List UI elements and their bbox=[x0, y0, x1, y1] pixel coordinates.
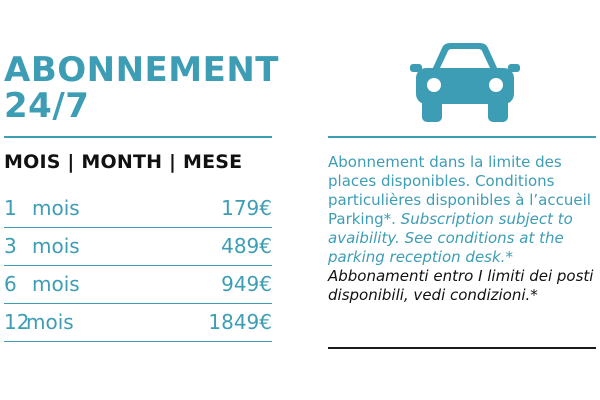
description-top-divider bbox=[328, 136, 596, 138]
row-divider bbox=[4, 341, 272, 342]
price-row bbox=[4, 228, 272, 266]
title-line-2: 24/7 bbox=[4, 86, 90, 126]
title-line-1: ABONNEMENT bbox=[4, 50, 279, 90]
row-unit: mois bbox=[32, 272, 80, 296]
row-unit: mois bbox=[32, 234, 80, 258]
conditions-text bbox=[328, 153, 598, 305]
row-price: 489€ bbox=[221, 234, 272, 258]
description-bottom-divider bbox=[328, 347, 596, 349]
price-row bbox=[4, 266, 272, 304]
conditions-italian: Abbonamenti entro I limiti dei posti disponibili, vedi condizioni.* bbox=[328, 267, 594, 304]
car-icon bbox=[410, 40, 520, 124]
row-duration: 1 bbox=[4, 196, 17, 220]
table-header: MOIS | MONTH | MESE bbox=[4, 151, 243, 173]
conditions-french: Abonnement dans la limite des places disponibles. Conditions particulières disponibles à l’accueil Parking*. bbox=[328, 153, 591, 228]
row-unit: mois bbox=[26, 310, 74, 334]
title-divider bbox=[4, 136, 272, 138]
row-duration: 12 bbox=[4, 310, 30, 334]
row-duration: 3 bbox=[4, 234, 17, 258]
price-row bbox=[4, 190, 272, 228]
page-title bbox=[4, 52, 279, 124]
price-row bbox=[4, 304, 272, 342]
conditions-english: Subscription subject to avaibility. See conditions at the parking reception desk.* bbox=[328, 210, 573, 266]
row-price: 179€ bbox=[221, 196, 272, 220]
row-price: 1849€ bbox=[208, 310, 272, 334]
row-price: 949€ bbox=[221, 272, 272, 296]
row-duration: 6 bbox=[4, 272, 17, 296]
row-unit: mois bbox=[32, 196, 80, 220]
